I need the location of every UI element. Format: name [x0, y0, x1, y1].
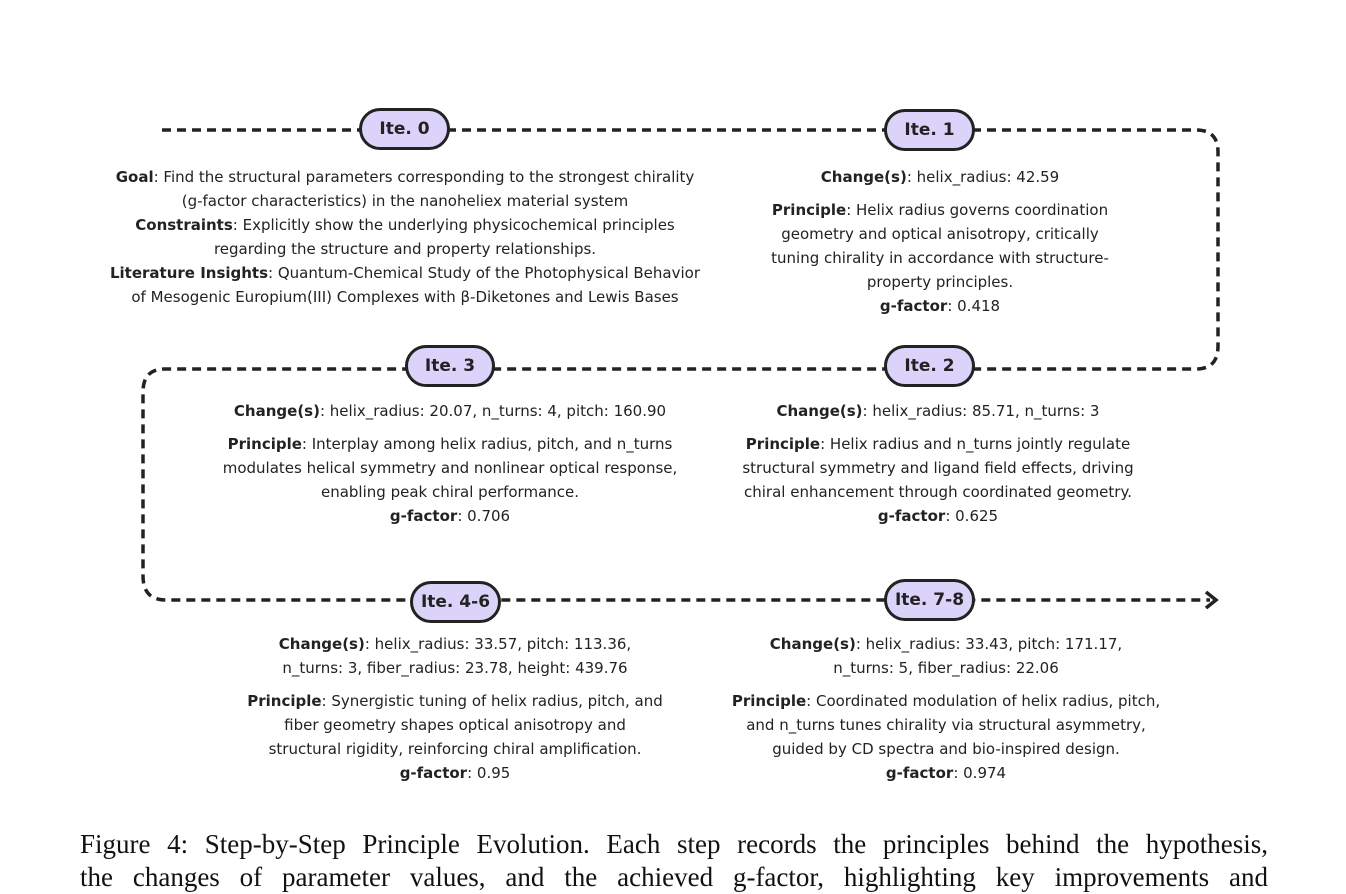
iteration-2-badge: Ite. 2	[884, 345, 975, 387]
principle-text: : Helix radius and n_turns jointly regulate	[820, 435, 1131, 453]
change-text: : helix_radius: 33.43, pitch: 171.17,	[855, 635, 1123, 653]
g-factor-label: g-factor	[389, 507, 458, 525]
literature-text: : Quantum-Chemical Study of the Photophysical Behavior	[268, 264, 700, 282]
principle-text: : Coordinated modulation of helix radius, pitch,	[806, 692, 1161, 710]
iteration-3-badge: Ite. 3	[405, 345, 495, 387]
principle-label: Principle	[247, 692, 322, 710]
constraints-text-cont: regarding the structure and property relationships.	[213, 240, 597, 258]
literature-label: Literature Insights	[109, 264, 269, 282]
g-factor-value: : 0.625	[945, 507, 999, 525]
principle-text-cont: property principles.	[866, 273, 1014, 291]
goal-text-cont: (g-factor characteristics) in the nanoheliex material system	[181, 192, 629, 210]
g-factor-label: g-factor	[885, 764, 954, 782]
caption-line-1: Figure 4: Step-by-Step Principle Evolution. Each step records the principles behind the hypothesis,	[80, 829, 1268, 859]
principle-text-cont: fiber geometry shapes optical anisotropy and	[284, 716, 626, 734]
iteration-3-details	[200, 399, 700, 528]
g-factor-label: g-factor	[879, 297, 948, 315]
principle-text-cont: chiral enhancement through coordinated geometry.	[744, 483, 1132, 501]
principle-text: : Interplay among helix radius, pitch, and n_turns	[301, 435, 673, 453]
g-factor-label: g-factor	[399, 764, 468, 782]
constraints-label: Constraints	[135, 216, 233, 234]
iteration-7-8-details	[706, 632, 1186, 785]
change-text-cont: n_turns: 5, fiber_radius: 22.06	[833, 659, 1059, 677]
principle-label: Principle	[731, 692, 807, 710]
change-text: : helix_radius: 85.71, n_turns: 3	[862, 402, 1100, 420]
g-factor-value: : 0.974	[953, 764, 1007, 782]
change-label: Change(s)	[776, 402, 863, 420]
principle-text-cont: guided by CD spectra and bio-inspired design.	[772, 740, 1120, 758]
g-factor-value: : 0.95	[467, 764, 511, 782]
change-text: : helix_radius: 42.59	[906, 168, 1060, 186]
principle-label: Principle	[771, 201, 847, 219]
iteration-0-details	[95, 165, 715, 309]
principle-text-cont: modulates helical symmetry and nonlinear optical response,	[222, 459, 678, 477]
iteration-7-8-badge: Ite. 7-8	[884, 579, 975, 621]
change-text-cont: n_turns: 3, fiber_radius: 23.78, height: 439.76	[282, 659, 628, 677]
principle-text-cont: and n_turns tunes chirality via structural asymmetry,	[746, 716, 1146, 734]
iteration-4-6-details	[220, 632, 690, 785]
principle-text-cont: tuning chirality in accordance with structure-	[771, 249, 1109, 267]
g-factor-value: : 0.418	[947, 297, 1001, 315]
goal-text: : Find the structural parameters corresponding to the strongest chirality	[153, 168, 695, 186]
literature-text-cont: of Mesogenic Europium(III) Complexes with β-Diketones and Lewis Bases	[131, 288, 679, 306]
iteration-0-badge: Ite. 0	[359, 108, 450, 150]
principle-text-cont: enabling peak chiral performance.	[320, 483, 580, 501]
iteration-2-details	[718, 399, 1158, 528]
principle-text-cont: geometry and optical anisotropy, critically	[781, 225, 1099, 243]
change-text: : helix_radius: 20.07, n_turns: 4, pitch: 160.90	[319, 402, 667, 420]
change-label: Change(s)	[233, 402, 320, 420]
principle-text: : Helix radius governs coordination	[846, 201, 1109, 219]
g-factor-value: : 0.706	[457, 507, 511, 525]
g-factor-label: g-factor	[877, 507, 946, 525]
constraints-text: : Explicitly show the underlying physicochemical principles	[232, 216, 675, 234]
iteration-1-badge: Ite. 1	[884, 109, 975, 151]
change-label: Change(s)	[278, 635, 365, 653]
caption-line-2: the changes of parameter values, and the achieved g-factor, highlighting key improvements and	[80, 862, 1268, 892]
change-label: Change(s)	[820, 168, 907, 186]
principle-label: Principle	[227, 435, 302, 453]
figure-caption	[80, 828, 1268, 894]
iteration-4-6-badge: Ite. 4-6	[410, 581, 501, 623]
principle-label: Principle	[745, 435, 821, 453]
principle-text-cont: structural symmetry and ligand field effects, driving	[742, 459, 1134, 477]
principle-text-cont: structural rigidity, reinforcing chiral amplification.	[268, 740, 642, 758]
change-label: Change(s)	[769, 635, 856, 653]
change-text: : helix_radius: 33.57, pitch: 113.36,	[364, 635, 632, 653]
goal-label: Goal	[115, 168, 154, 186]
principle-text: : Synergistic tuning of helix radius, pitch, and	[321, 692, 663, 710]
iteration-1-details	[740, 165, 1140, 318]
